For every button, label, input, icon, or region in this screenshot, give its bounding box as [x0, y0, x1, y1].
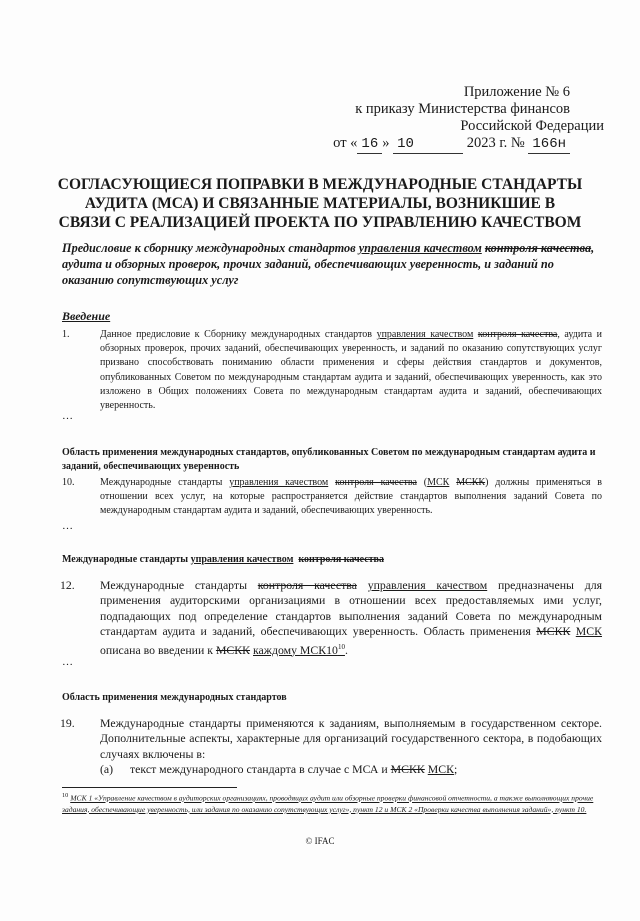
deleted-text-2: МСКК [536, 624, 571, 639]
appendix-header [333, 84, 604, 154]
paragraph-text: Данное предисловие к Сборнику международных стандартов [100, 329, 377, 340]
ellipsis: … [62, 410, 73, 422]
deleted-text: контроля качества [298, 554, 384, 565]
paragraph-text-4: . [344, 642, 348, 657]
paragraph-text: Международные стандарты [100, 578, 258, 592]
subparagraph-a [100, 762, 457, 777]
date-prefix: от « [333, 135, 358, 151]
paragraph-10 [62, 476, 603, 519]
paragraph-12 [60, 578, 603, 658]
footnote-ref: 10 [337, 642, 345, 651]
inserted-text-3: каждому $МСК10^{10}$ [253, 642, 345, 657]
deleted-text: контроля качества [484, 241, 592, 255]
paragraph-number: 1. [62, 329, 70, 340]
deleted-text: контроля качества [335, 477, 417, 488]
deleted-text-2: МСКК [456, 477, 486, 488]
subparagraph-text: текст международного стандарта в случае с МСА и [130, 762, 391, 776]
inserted-text: управления качеством [190, 554, 294, 565]
deleted-text-3: МСКК [215, 642, 251, 657]
paragraph-text-3: ) должны применяться в отношении всех услуг, на которые распространяется действие стандартов выполнения заданий Совета по международным стандартам аудита и заданий, обеспечивающих уверенность. [100, 477, 603, 517]
title-line-1: СОГЛАСУЮЩИЕСЯ ПОПРАВКИ В МЕЖДУНАРОДНЫЕ СТАНДАРТЫ [57, 176, 583, 193]
footnote-separator [62, 787, 237, 788]
date-mid: » [382, 135, 390, 151]
date-month: 10 [393, 136, 463, 154]
deleted-text: контроля качества [257, 578, 357, 592]
date-day: 16 [357, 136, 382, 154]
order-number: 166н [528, 136, 570, 154]
section-heading-scope: Область применения международных стандартов, опубликованных Советом по международным стандартам аудита и заданий, обеспечивающих уверенность [62, 447, 596, 472]
inserted-text: управления качеством [229, 477, 329, 488]
inserted-text: управления качеством [367, 578, 488, 592]
heading-text: Международные стандарты [62, 554, 191, 565]
paragraph-text-2: ( [416, 477, 428, 488]
inserted-text-2: МСК [575, 624, 603, 639]
appendix-line-3: Российской Федерации [460, 118, 604, 134]
date-year: 2023 г. № [466, 135, 525, 151]
intro-heading: Введение [62, 309, 111, 323]
deleted-text: МСКК [390, 762, 425, 776]
inserted-text: управления качеством [376, 329, 474, 340]
appendix-date-line [333, 135, 570, 154]
ellipsis-3: … [62, 656, 73, 668]
appendix-line-2: к приказу Министерства финансов [355, 101, 570, 117]
preface-text-2: , аудита и обзорных проверок, прочих заданий, обеспечивающих уверенность, и заданий по оказанию сопутствующих услуг [62, 241, 595, 287]
inserted-text: управления качеством [358, 241, 482, 255]
subparagraph-text-2: ; [453, 762, 458, 776]
title-line-2: АУДИТА (МСА) И СВЯЗАННЫЕ МАТЕРИАЛЫ, ВОЗНИКШИЕ В [84, 195, 556, 212]
paragraph-text: Международные стандарты применяются к заданиям, выполняемым в государственном секторе. Дополнительные аспекты, характерные для организаций государственного сектора, в подобающих случаях включены в: [100, 716, 602, 761]
section-heading-qm-standards [62, 553, 602, 567]
paragraph-1 [62, 328, 603, 413]
footnote [62, 790, 604, 815]
paragraph-text-2: предназначены для применения аудиторскими организациями в отношении всех предоставляемых ими услуг, подпадающих под определение стандартов выполнения заданий Совета по международным стандартам аудита и заданий, обеспечивающих уверенность. Область применения [100, 578, 603, 639]
inserted-text-2: МСК [427, 477, 450, 488]
deleted-text: контроля качества [477, 329, 558, 340]
section-heading-applicability: Область применения международных стандартов [62, 692, 287, 703]
paragraph-number: 10. [62, 477, 75, 488]
paragraph-number: 12. [60, 578, 75, 592]
appendix-line-1: Приложение № 6 [463, 84, 570, 100]
subparagraph-label: (a) [100, 762, 114, 776]
footnote-number: 10 [62, 792, 69, 799]
paragraph-number: 19. [60, 716, 75, 730]
title-line-3: СВЯЗИ С РЕАЛИЗАЦИЕЙ ПРОЕКТА ПО УПРАВЛЕНИЮ КАЧЕСТВОМ [58, 214, 582, 231]
document-title [40, 175, 600, 232]
ellipsis-2: … [62, 520, 73, 532]
paragraph-text-2: , аудита и обзорных проверок, прочих заданий, обеспечивающих уверенность, и заданий по оказанию сопутствующих услуг призвано способствовать пониманию области применения и сферы действия стандартов и документов, опубликованных Советом по международным стандартам аудита и заданий, обеспечивающих уверенность, как это изложено в Общих положениях Совета по международным стандартам аудита и заданий, обеспечивающих уверенность. [100, 329, 603, 412]
preface-text: Предисловие к сборнику международных стандартов [62, 241, 359, 255]
paragraph-text-3: описана во введении к [100, 642, 216, 657]
footnote-text: МСК 1 «Управление качеством в аудиторских организациях, проводящих аудит или обзорные проверки финансовой отчетности, а также выполняющих прочие задания, обеспечивающие уверенность, или задания по оказанию сопутствующих услуг», пункт 12 и МСК 2 «Проверки качества выполнения заданий», пункт 10. [62, 793, 594, 814]
paragraph-text: Международные стандарты [100, 477, 230, 488]
inserted-text: МСК [427, 762, 454, 776]
paragraph-19 [60, 716, 602, 762]
copyright: © IFAC [305, 836, 335, 846]
preface-heading [62, 240, 602, 288]
